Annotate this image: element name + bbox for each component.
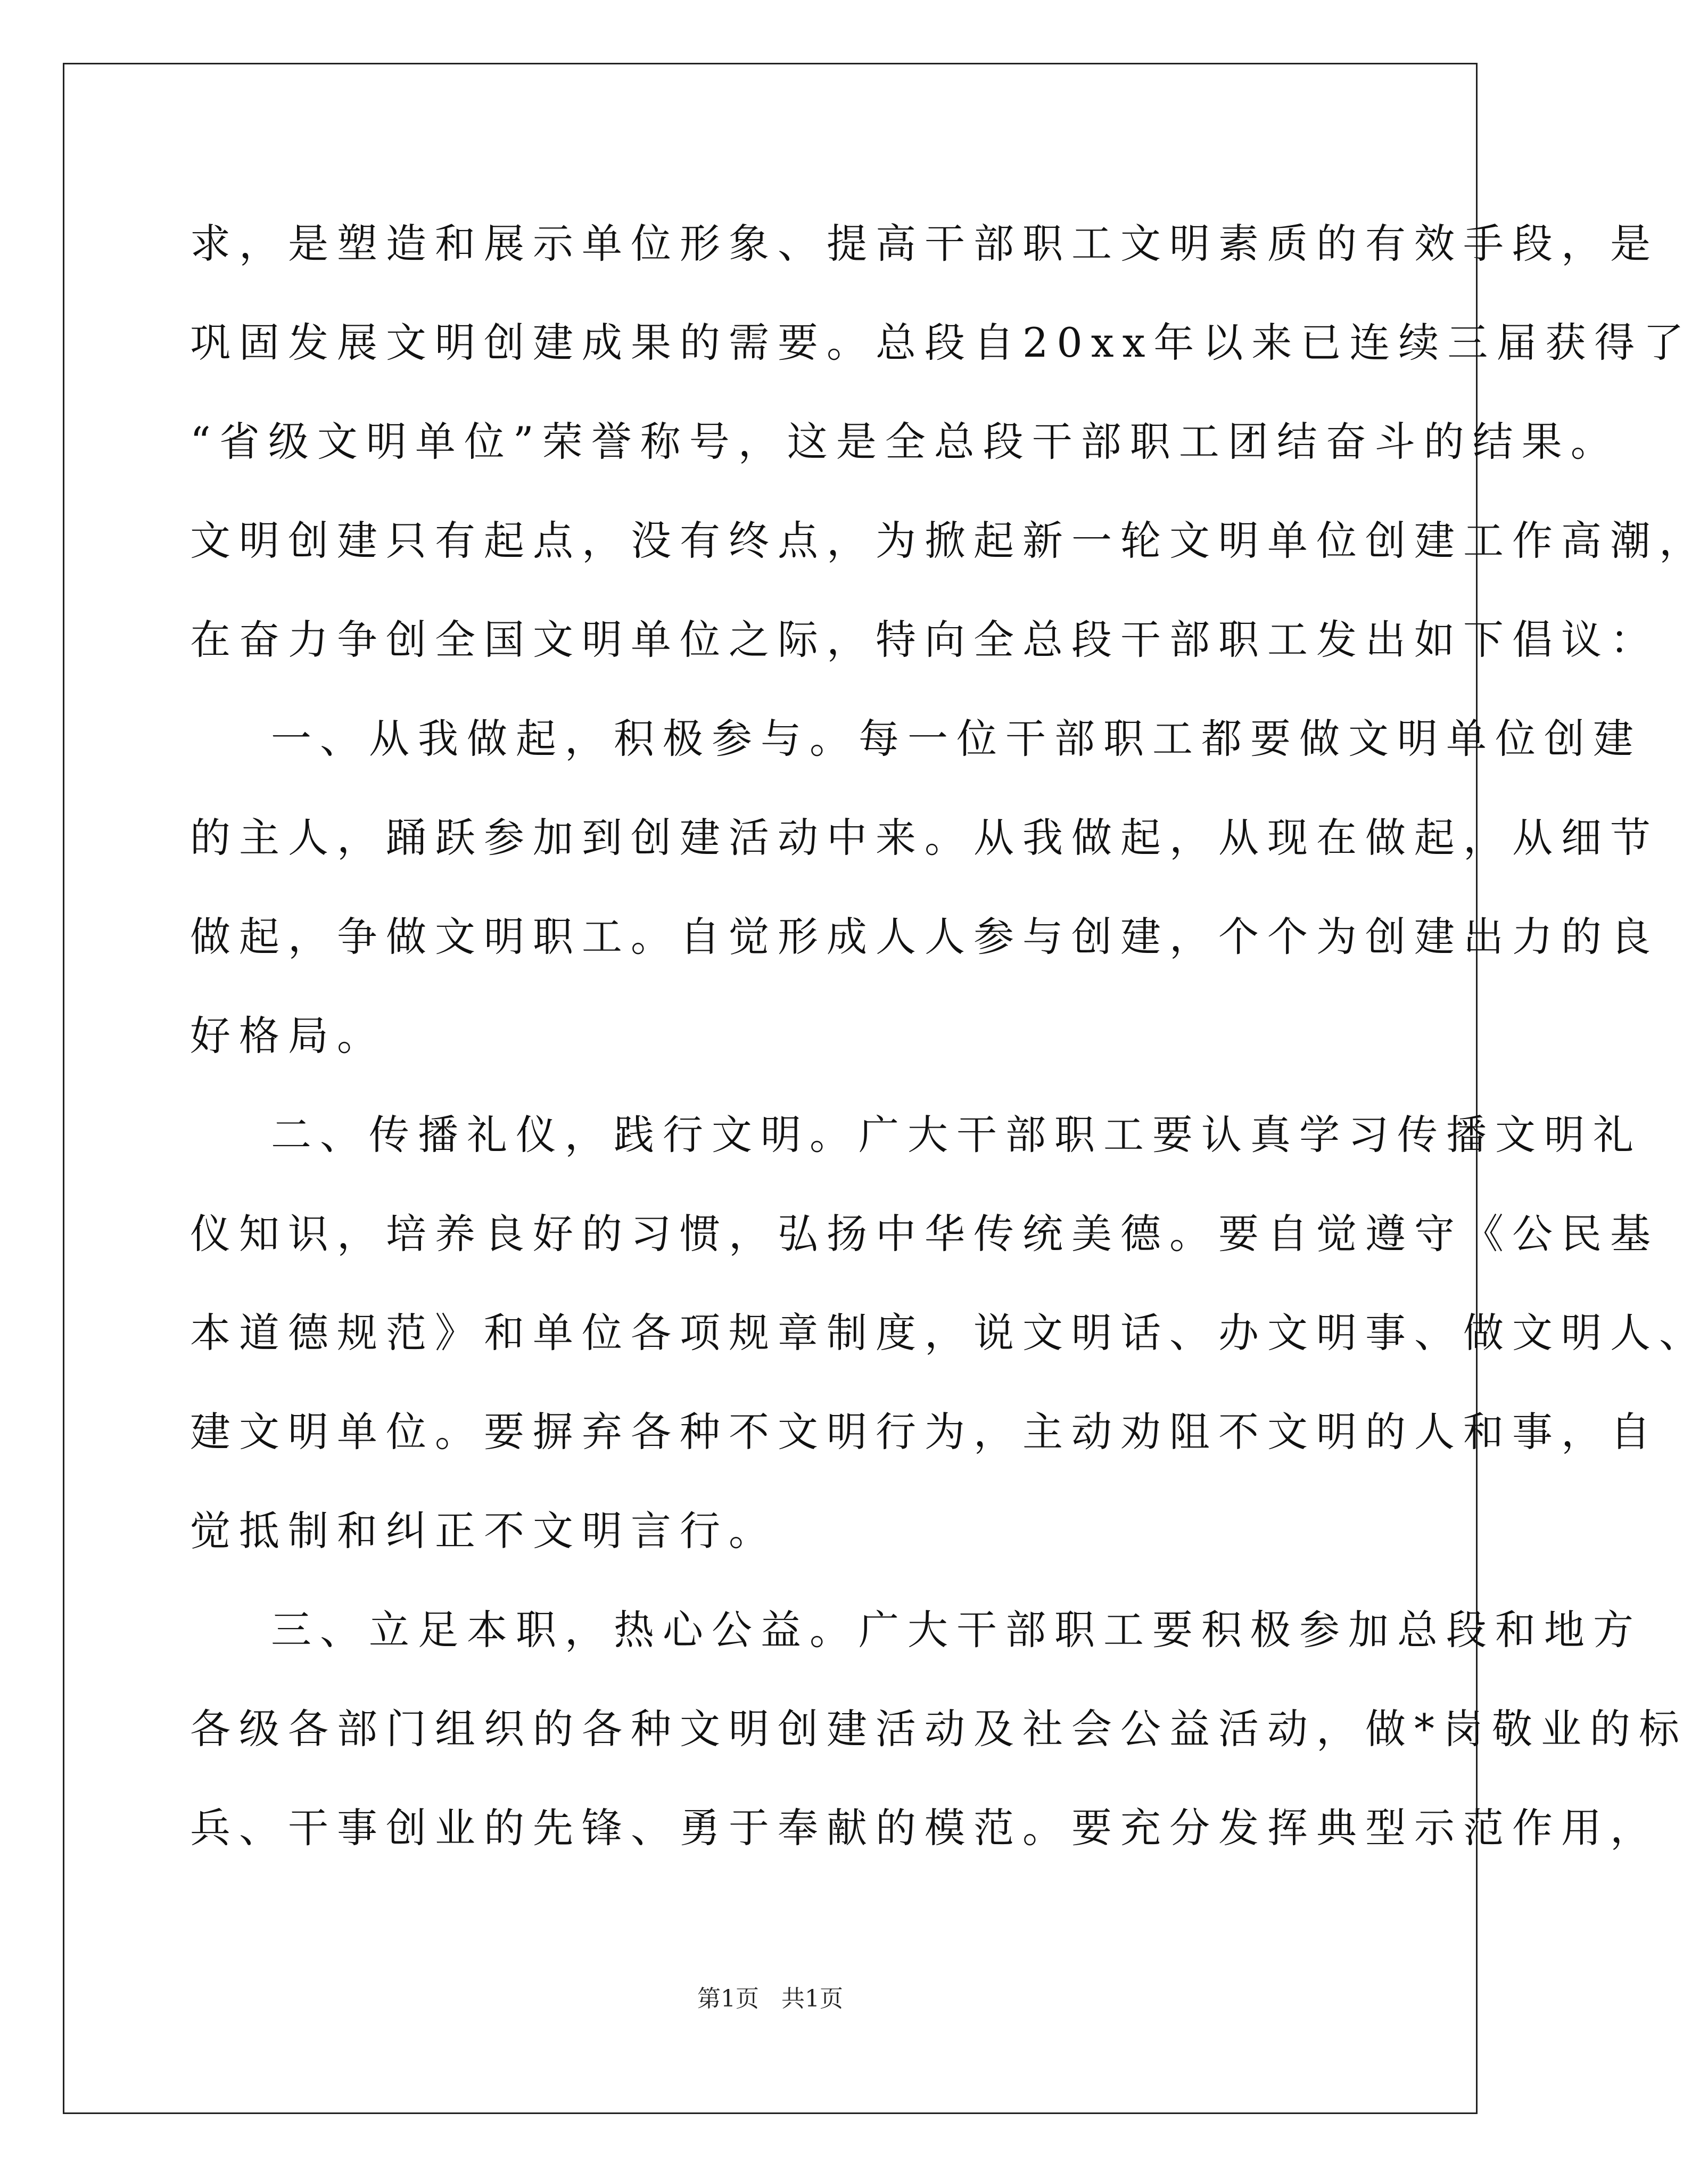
paragraph-start-line: 一、从我做起，积极参与。每一位干部职工都要做文明单位创建 [271,715,1642,762]
body-line: 求，是塑造和展示单位形象、提高干部职工文明素质的有效手段，是 [190,220,1659,267]
body-line: 各级各部门组织的各种文明创建活动及社会公益活动，做*岗敬业的标 [190,1705,1688,1753]
body-line: 觉抵制和纠正不文明言行。 [190,1507,778,1555]
page-footer [0,1979,1540,2013]
page-number: 第1页 [697,1985,759,2012]
body-line: 好格局。 [190,1012,386,1059]
body-line: 建文明单位。要摒弃各种不文明行为，主动劝阻不文明的人和事，自 [190,1408,1659,1456]
body-line: 在奋力争创全国文明单位之际，特向全总段干部职工发出如下倡议： [190,616,1659,663]
body-line: 做起，争做文明职工。自觉形成人人参与创建，个个为创建出力的良 [190,913,1659,960]
body-line: “省级文明单位”荣誉称号，这是全总段干部职工团结奋斗的结果。 [190,418,1620,465]
body-line: 仪知识，培养良好的习惯，弘扬中华传统美德。要自觉遵守《公民基 [190,1210,1659,1257]
body-line: 文明创建只有起点，没有终点，为掀起新一轮文明单位创建工作高潮， [190,517,1708,564]
page-total: 共1页 [781,1985,843,2012]
body-line: 巩固发展文明创建成果的需要。总段自20xx年以来已连续三届获得了 [190,319,1693,366]
body-line: 兵、干事创业的先锋、勇于奉献的模范。要充分发挥典型示范作用， [190,1804,1659,1852]
paragraph-start-line: 三、立足本职，热心公益。广大干部职工要积极参加总段和地方 [271,1606,1642,1654]
body-line: 本道德规范》和单位各项规章制度，说文明话、办文明事、做文明人、 [190,1309,1708,1356]
paragraph-start-line: 二、传播礼仪，践行文明。广大干部职工要认真学习传播文明礼 [271,1111,1642,1158]
body-line: 的主人，踊跃参加到创建活动中来。从我做起，从现在做起，从细节 [190,814,1659,861]
